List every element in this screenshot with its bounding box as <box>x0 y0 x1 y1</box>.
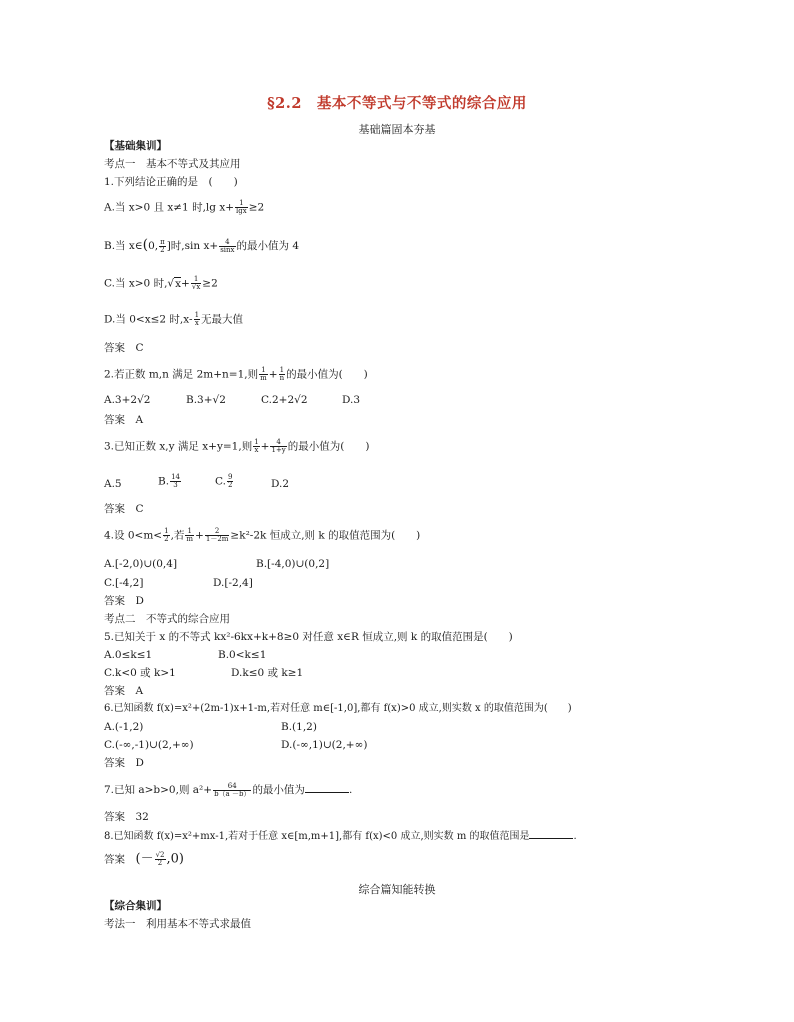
q5-option-d: D.k≤0 或 k≥1 <box>231 667 304 679</box>
q5-stem: 5.已知关于 x 的不等式 kx²-6kx+k+8≥0 对任意 x∈R 恒成立,则 k 的取值范围是( ) <box>104 631 513 643</box>
q2-option-a: A.3+2√2 <box>104 394 151 406</box>
q7-answer: 答案 32 <box>104 811 149 823</box>
q1-option-c: C.当 x>0 时,√x+ $\frac{1}{√x}$ ≥2 <box>104 275 218 291</box>
q8-answer: 答案 (－ $\frac{√2}{2}$ ,0) <box>104 851 184 867</box>
q4-option-a: A.[-2,0)∪(0,4] <box>104 558 178 570</box>
q2-answer: 答案 A <box>104 414 144 426</box>
kaofa-1: 考法一 利用基本不等式求最值 <box>104 918 251 930</box>
fraction: $\frac{1}{m}$ <box>186 527 194 543</box>
q6-option-a: A.(-1,2) <box>104 721 144 733</box>
q4-option-b: B.[-4,0)∪(0,2] <box>256 558 330 570</box>
q4-stem: 4.设 0<m< $\frac{1}{2}$ ,若 $\frac{1}{m}$ + $\frac{2}{1-2m}$ ≥k²-2k 恒成立,则 k 的取值范围为( ) <box>104 527 421 543</box>
section-basic-training: 【基础集训】 <box>104 140 167 152</box>
fraction: $\frac{\pi}{2}$ <box>160 237 165 254</box>
q4-option-d: D.[-2,4] <box>213 577 253 589</box>
q3-option-c: C. $\frac{9}{2}$ <box>215 473 233 489</box>
q1-option-d: D.当 0<x≤2 时,x- $\frac{1}{x}$ 无最大值 <box>104 311 244 327</box>
q5-option-b: B.0<k≤1 <box>218 649 267 661</box>
q6-option-c: C.(-∞,-1)∪(2,+∞) <box>104 739 194 751</box>
subtitle-comprehensive: 综合篇知能转换 <box>358 883 436 896</box>
fraction: $\frac{1}{m}$ <box>260 366 267 382</box>
q3-answer: 答案 C <box>104 503 144 515</box>
fraction: $\frac{1}{\lg x}$ <box>236 199 247 215</box>
q3-stem: 3.已知正数 x,y 满足 x+y=1,则 $\frac{1}{x}$ + $\frac{4}{1+y}$ 的最小值为( ) <box>104 438 370 454</box>
q6-option-b: B.(1,2) <box>281 721 317 733</box>
fraction: $\frac{1}{√x}$ <box>191 275 201 291</box>
fraction: $\frac{1}{2}$ <box>164 527 169 543</box>
q3-option-d: D.2 <box>271 478 290 490</box>
q4-option-c: C.[-4,2] <box>104 577 144 589</box>
fraction: $\frac{4}{\sin x}$ <box>220 237 235 254</box>
subtitle-basic: 基础篇固本夯基 <box>358 123 436 136</box>
fraction: $\frac{4}{1+y}$ <box>271 438 286 454</box>
q2-option-b: B.3+√2 <box>186 394 226 406</box>
answer-blank <box>529 828 573 839</box>
q5-answer: 答案 A <box>104 685 144 697</box>
page-title: §2.2 基本不等式与不等式的综合应用 <box>267 95 527 112</box>
q6-option-d: D.(-∞,1)∪(2,+∞) <box>281 739 368 751</box>
q5-option-a: A.0≤k≤1 <box>104 649 153 661</box>
q1-answer: 答案 C <box>104 342 144 354</box>
q5-option-c: C.k<0 或 k>1 <box>104 667 176 679</box>
q3-option-b: B. $\frac{14}{3}$ <box>158 473 180 489</box>
q1-option-b: B.当 x∈(0, $\frac{\pi}{2}$ ]时,sin x+ $\frac{4}{\sin x}$ 的最小值为 4 <box>104 237 300 254</box>
q4-answer: 答案 D <box>104 595 144 607</box>
q1-option-a: A.当 x>0 且 x≠1 时,lg x+ $\frac{1}{\lg x}$ ≥2 <box>104 199 265 215</box>
q7-stem: 7.已知 a>b>0,则 a²+ $\frac{64}{b(a -b)}$ 的最小值为 . <box>104 781 353 798</box>
kaodian-1: 考点一 基本不等式及其应用 <box>104 158 241 170</box>
fraction: $\frac{1}{x}$ <box>254 438 259 454</box>
kaodian-2: 考点二 不等式的综合应用 <box>104 613 230 625</box>
fraction: $\frac{1}{x}$ <box>194 311 200 327</box>
q8-stem: 8.已知函数 f(x)=x²+mx-1,若对于任意 x∈[m,m+1],都有 f(x)<0 成立,则实数 m 的取值范围是 . <box>104 828 577 844</box>
answer-blank <box>305 782 349 793</box>
q1-stem: 1.下列结论正确的是 ( ) <box>104 176 238 188</box>
fraction: $\frac{64}{b(a -b)}$ <box>214 781 251 798</box>
q2-option-c: C.2+2√2 <box>261 394 308 406</box>
section-comprehensive-training: 【综合集训】 <box>104 900 167 912</box>
fraction: $\frac{9}{2}$ <box>228 473 233 489</box>
q2-stem: 2.若正数 m,n 满足 2m+n=1,则 $\frac{1}{m}$ + $\frac{1}{n}$ 的最小值为( ) <box>104 366 368 382</box>
fraction: $\frac{14}{3}$ <box>171 473 180 489</box>
fraction: $\frac{1}{n}$ <box>279 366 285 382</box>
fraction: $\frac{√2}{2}$ <box>155 851 165 867</box>
fraction: $\frac{2}{1-2m}$ <box>205 527 229 543</box>
q3-option-a: A.5 <box>104 478 122 490</box>
q6-stem: 6.已知函数 f(x)=x²+(2m-1)x+1-m,若对任意 m∈[-1,0],都有 f(x)>0 成立,则实数 x 的取值范围为( ) <box>104 703 572 714</box>
q6-answer: 答案 D <box>104 757 144 769</box>
q2-option-d: D.3 <box>342 394 361 406</box>
